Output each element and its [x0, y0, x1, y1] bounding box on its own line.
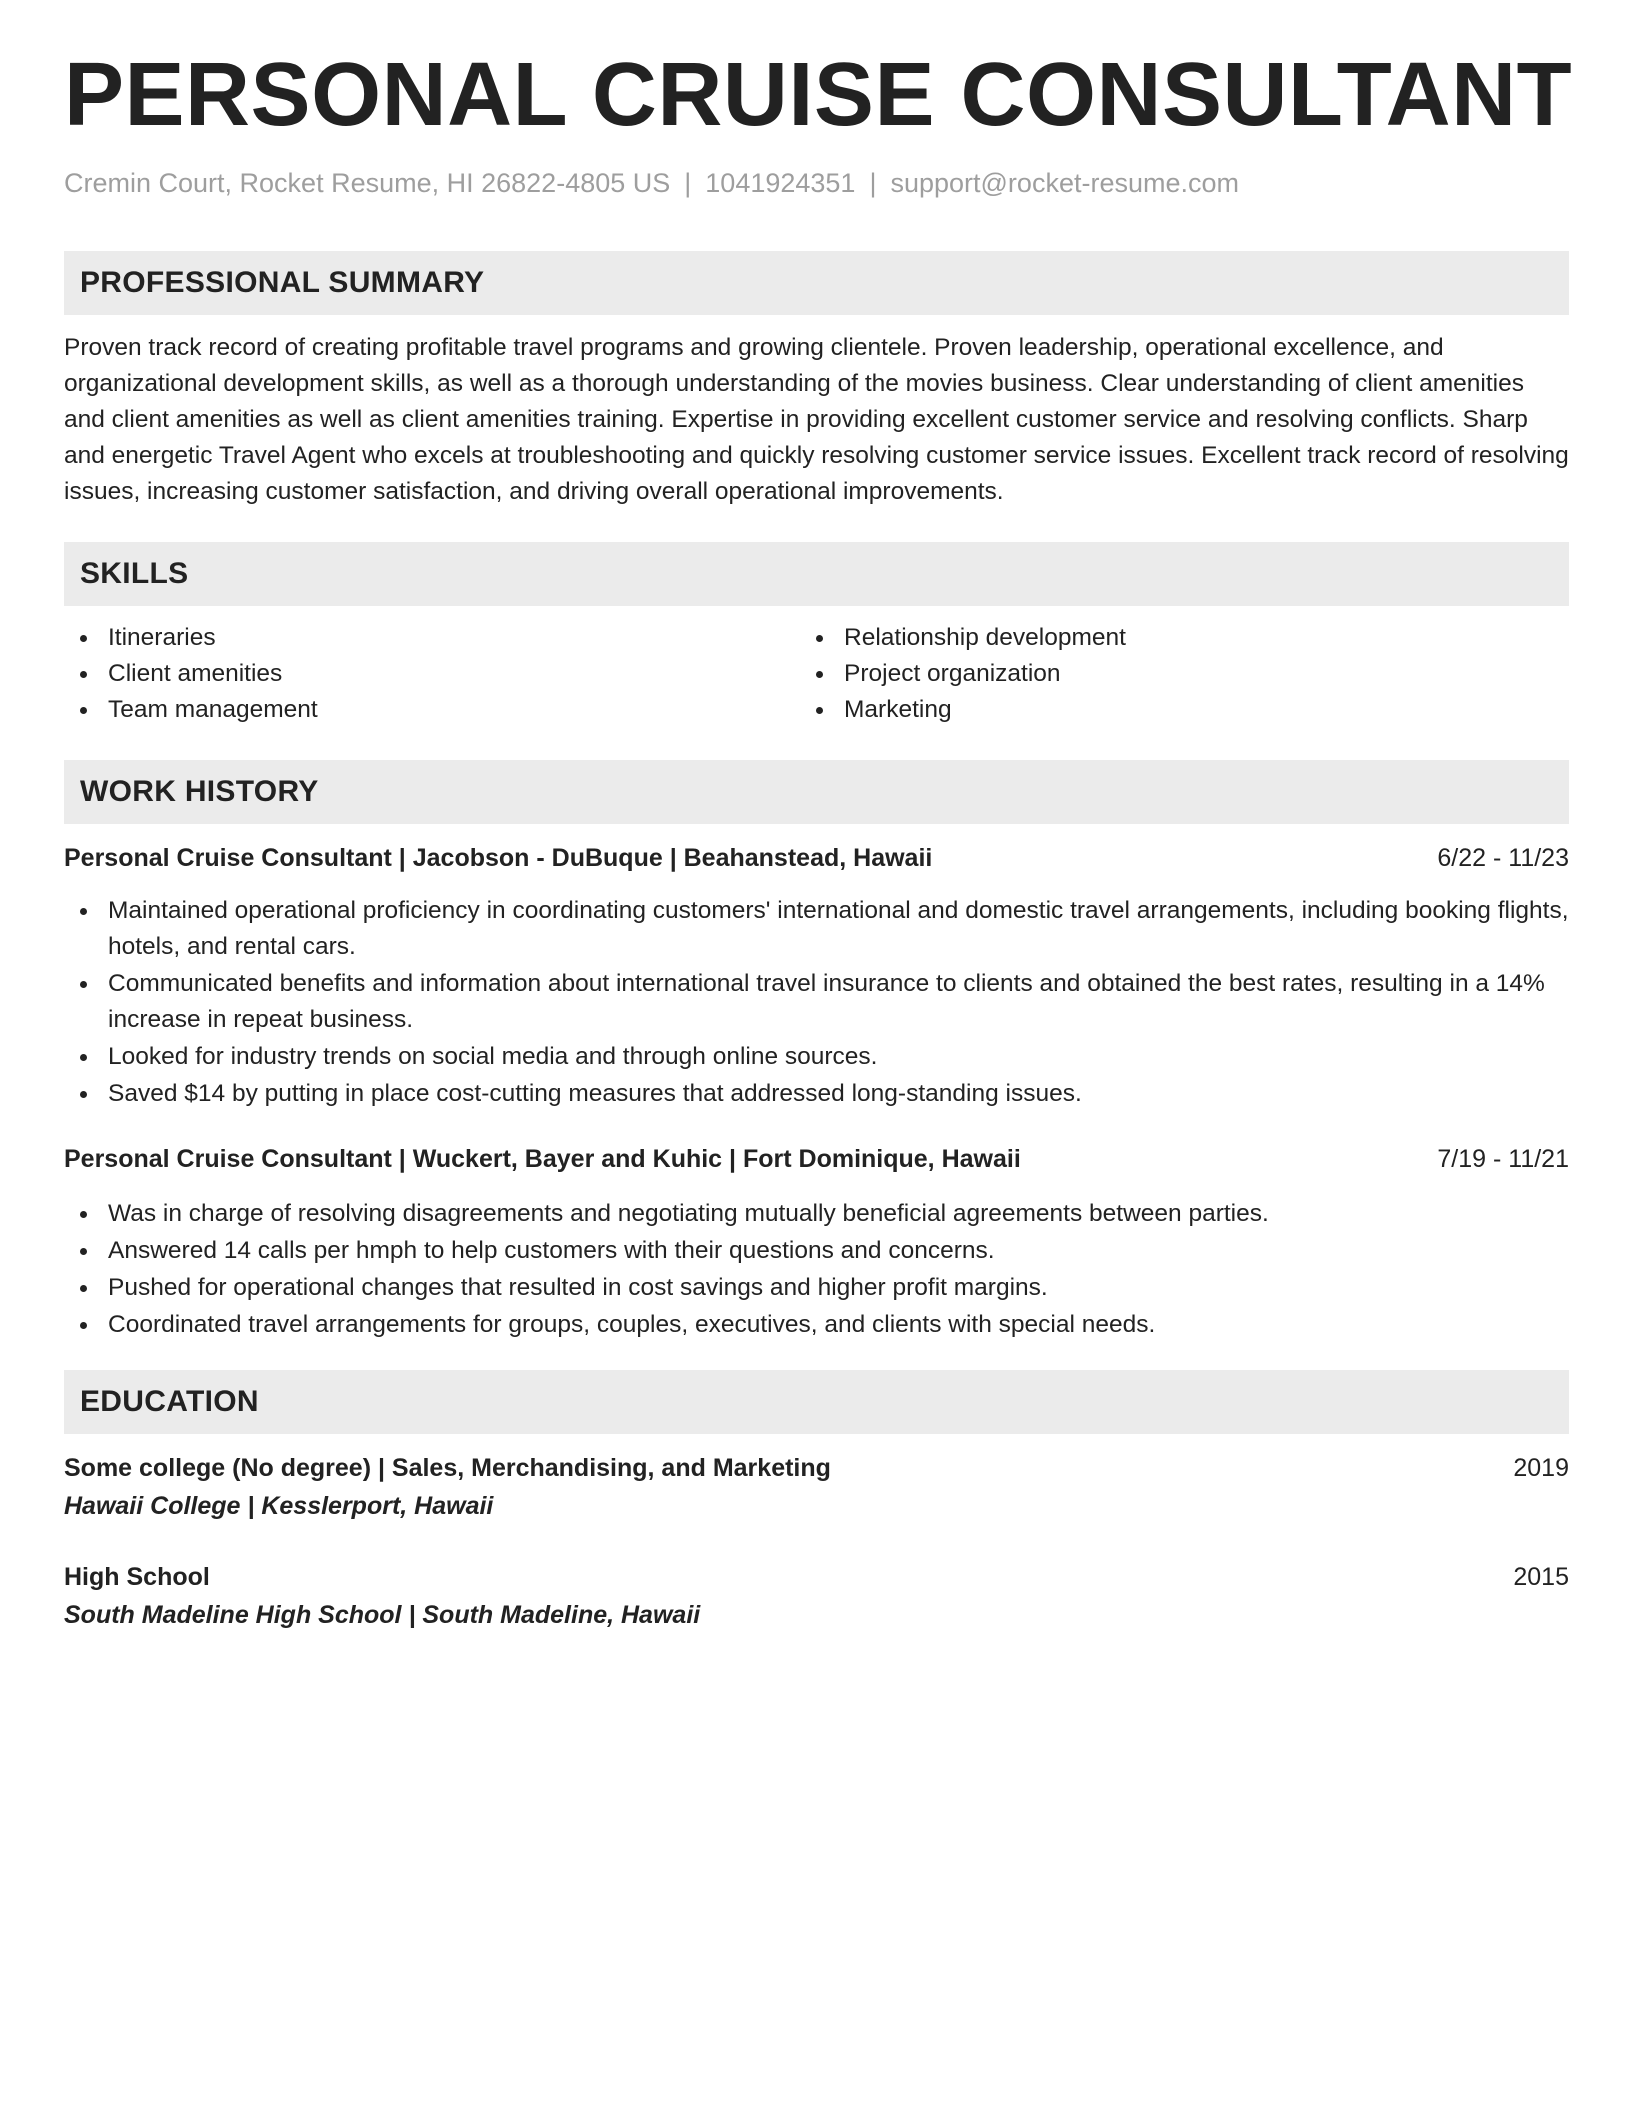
resume-name: PERSONAL CRUISE CONSULTANT	[64, 45, 1573, 145]
bullet-list	[64, 893, 1569, 1112]
contact-line	[64, 168, 1239, 199]
skills-column-right	[800, 620, 1520, 728]
job-bullet: Communicated benefits and information about international travel insurance to clients and obtained the best rates, resulting in a 14% increase in repeat business.	[64, 966, 1569, 1038]
section-header-skills	[64, 542, 1569, 606]
bullet-list	[64, 1196, 1569, 1343]
skills-column-left	[64, 620, 784, 728]
education-school: Hawaii College | Kesslerport, Hawaii	[64, 1492, 494, 1520]
contact-address: Cremin Court, Rocket Resume, HI 26822-4805 US	[64, 168, 671, 198]
education-school: South Madeline High School | South Madeline, Hawaii	[64, 1601, 701, 1629]
section-header-summary	[64, 251, 1569, 315]
job-heading	[64, 1141, 1569, 1177]
job-bullet: Saved $14 by putting in place cost-cutting measures that addressed long-standing issues.	[64, 1076, 1569, 1112]
summary-text: Proven track record of creating profitable travel programs and growing clientele. Proven leadership, operational excellence, and organizational development skills, as well as a thorough understanding of the movies business. Clear understanding of client amenities and client amenities as well as client amenities training. Expertise in providing excellent customer service and resolving conflicts. Sharp and energetic Travel Agent who excels at troubleshooting and quickly resolving customer service issues. Excellent track record of resolving issues, increasing customer satisfaction, and driving overall operational improvements.	[64, 334, 1569, 505]
section-title: PROFESSIONAL SUMMARY	[80, 266, 485, 299]
education-year: 2015	[1513, 1563, 1569, 1591]
job-heading	[64, 840, 1569, 876]
job-bullet: Looked for industry trends on social media and through online sources.	[64, 1039, 1569, 1075]
contact-email: support@rocket-resume.com	[890, 168, 1239, 198]
skill-item: Team management	[64, 692, 784, 728]
education-heading	[64, 1450, 1569, 1486]
skills-list	[800, 620, 1520, 728]
skill-item: Project organization	[800, 656, 1520, 692]
section-title: SKILLS	[80, 557, 189, 590]
job-bullet: Pushed for operational changes that resulted in cost savings and higher profit margins.	[64, 1270, 1569, 1306]
job-bullet: Answered 14 calls per hmph to help customers with their questions and concerns.	[64, 1233, 1569, 1269]
education-degree: Some college (No degree) | Sales, Merchandising, and Marketing	[64, 1454, 831, 1482]
skill-item: Client amenities	[64, 656, 784, 692]
job-dates: 6/22 - 11/23	[1437, 844, 1569, 872]
section-header-education	[64, 1370, 1569, 1434]
skill-item: Marketing	[800, 692, 1520, 728]
job-bullet: Coordinated travel arrangements for groups, couples, executives, and clients with special needs.	[64, 1307, 1569, 1343]
job-bullets	[64, 1196, 1569, 1344]
job-bullet: Was in charge of resolving disagreements and negotiating mutually beneficial agreements between parties.	[64, 1196, 1569, 1232]
job-bullet: Maintained operational proficiency in coordinating customers' international and domestic travel arrangements, including booking flights, hotels, and rental cars.	[64, 893, 1569, 965]
skills-list	[64, 620, 784, 728]
job-title: Personal Cruise Consultant | Jacobson - DuBuque | Beahanstead, Hawaii	[64, 844, 933, 872]
education-year: 2019	[1513, 1454, 1569, 1482]
contact-phone: 1041924351	[705, 168, 856, 198]
contact-separator: |	[684, 168, 692, 198]
section-header-work	[64, 760, 1569, 824]
skill-item: Itineraries	[64, 620, 784, 656]
job-title: Personal Cruise Consultant | Wuckert, Bayer and Kuhic | Fort Dominique, Hawaii	[64, 1145, 1021, 1173]
section-title: EDUCATION	[80, 1385, 259, 1418]
section-title: WORK HISTORY	[80, 775, 319, 808]
job-dates: 7/19 - 11/21	[1437, 1145, 1569, 1173]
skill-item: Relationship development	[800, 620, 1520, 656]
education-degree: High School	[64, 1563, 210, 1591]
job-bullets	[64, 893, 1569, 1113]
education-heading	[64, 1559, 1569, 1595]
contact-separator: |	[869, 168, 877, 198]
